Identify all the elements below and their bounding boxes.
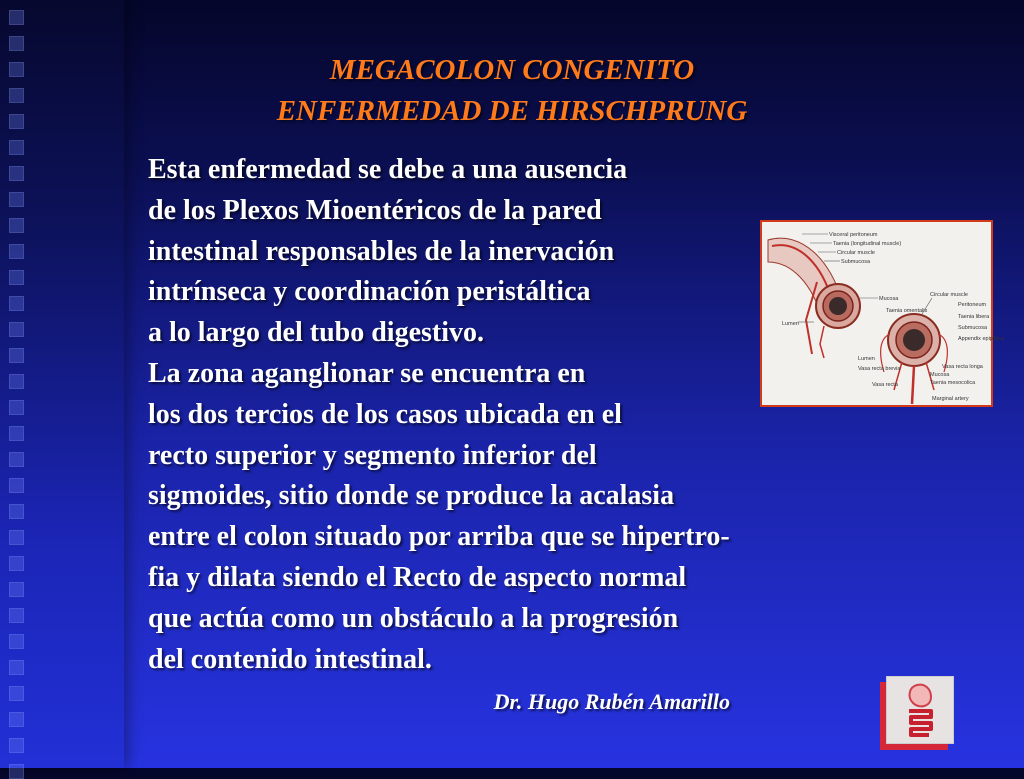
body-line: del contenido intestinal.	[148, 643, 432, 675]
body-line: que actúa como un obstáculo a la progresión	[148, 602, 679, 634]
figure-label: Marginal artery	[932, 396, 969, 402]
colon-cross-section-illustration	[762, 222, 1005, 405]
decorative-square	[9, 62, 24, 77]
figure-label: Appendix epiploica	[958, 336, 1005, 342]
decorative-square	[9, 686, 24, 701]
decorative-square	[9, 400, 24, 415]
body-line: a lo largo del tubo digestivo.	[148, 317, 485, 349]
body-line: La zona aganglionar se encuentra en	[148, 357, 586, 389]
body-line: intestinal responsables de la inervación	[148, 235, 615, 267]
stomach-intestine-icon	[887, 677, 953, 743]
colon-anatomy-figure	[760, 220, 1005, 407]
body-line: intrínseca y coordinación peristáltica	[148, 276, 591, 308]
decorative-square	[9, 270, 24, 285]
decorative-square	[9, 582, 24, 597]
body-line: los dos tercios de los casos ubicada en el	[148, 398, 622, 430]
figure-label: Vasa recta	[872, 382, 898, 388]
slide-title-line-2: ENFERMEDAD DE HIRSCHPRUNG	[276, 95, 748, 127]
figure-label: Taenia omentalis	[886, 308, 928, 314]
decorative-square	[9, 192, 24, 207]
decorative-square	[9, 36, 24, 51]
figure-label: Lumen	[858, 356, 875, 362]
decorative-square	[9, 374, 24, 389]
figure-label: Taenia (longitudinal muscle)	[833, 241, 902, 247]
decorative-square	[9, 244, 24, 259]
decorative-square	[9, 712, 24, 727]
figure-label: Submucosa	[958, 325, 988, 331]
decorative-square	[9, 452, 24, 467]
figure-label: Taenia mesocolica	[930, 380, 976, 386]
decorative-square	[9, 426, 24, 441]
decorative-square	[9, 322, 24, 337]
decorative-square	[9, 634, 24, 649]
figure-label: Visceral peritoneum	[829, 232, 878, 238]
decorative-square	[9, 166, 24, 181]
decorative-square	[9, 140, 24, 155]
decorative-square	[9, 764, 24, 779]
body-line: sigmoides, sitio donde se produce la acalasia	[148, 480, 675, 512]
figure-label: Vasa recta brevia	[858, 366, 901, 372]
figure-label: Mucosa	[879, 296, 899, 302]
body-line: entre el colon situado por arriba que se hipertro-	[148, 521, 730, 553]
figure-label: Peritoneum	[958, 302, 987, 308]
left-decorative-strip	[0, 0, 124, 768]
figure-label: Vasa recta longa	[942, 364, 983, 370]
decorative-square	[9, 660, 24, 675]
decorative-square	[9, 738, 24, 753]
body-line: de los Plexos Mioentéricos de la pared	[148, 194, 602, 226]
author-signature: Dr. Hugo Rubén Amarillo	[493, 689, 730, 714]
figure-label: Submucosa	[841, 259, 871, 265]
decorative-square	[9, 478, 24, 493]
decorative-square	[9, 348, 24, 363]
decorative-square	[9, 556, 24, 571]
decorative-square	[9, 88, 24, 103]
decorative-square	[9, 608, 24, 623]
figure-label: Lumen	[782, 321, 799, 327]
figure-label: Circular muscle	[930, 292, 968, 298]
decorative-square	[9, 504, 24, 519]
body-line: fia y dilata siendo el Recto de aspecto normal	[148, 561, 687, 593]
decorative-square	[9, 10, 24, 25]
body-line: recto superior y segmento inferior del	[148, 439, 597, 471]
decorative-square	[9, 296, 24, 311]
slide-title-line-1: MEGACOLON CONGENITO	[329, 54, 695, 86]
figure-label: Taenia libera	[958, 314, 990, 320]
body-line: Esta enfermedad se debe a una ausencia	[148, 154, 628, 185]
decorative-square	[9, 218, 24, 233]
decorative-square	[9, 114, 24, 129]
figure-label: Circular muscle	[837, 250, 875, 256]
figure-label: Mucosa	[930, 372, 950, 378]
decorative-square	[9, 530, 24, 545]
stomach-intestine-nav-button[interactable]	[886, 676, 954, 744]
